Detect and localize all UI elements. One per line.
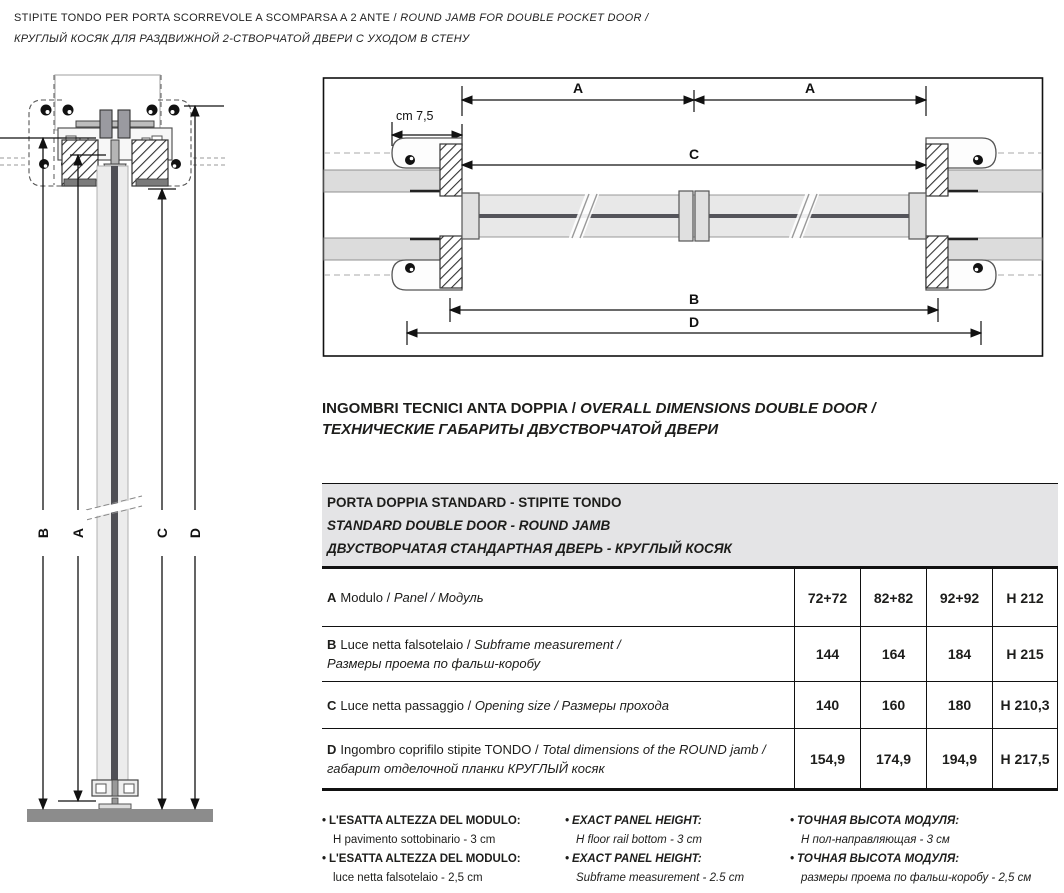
row-b-value-2: 164 <box>860 627 926 681</box>
header-line-1 <box>14 8 1014 29</box>
dim-c <box>462 146 926 165</box>
row-d-value-3: 194,9 <box>926 729 992 788</box>
plan-view-diagram <box>322 60 1044 365</box>
door-panels <box>462 191 926 241</box>
row-a-value-3: 92+92 <box>926 569 992 626</box>
row-d-value-2: 174,9 <box>860 729 926 788</box>
dim-label-a: A <box>70 527 86 539</box>
dimensions-table <box>322 483 1058 791</box>
table-header-en: STANDARD DOUBLE DOOR - ROUND JAMB <box>327 518 611 533</box>
door-panel <box>97 166 128 780</box>
section-title <box>322 398 1042 440</box>
table-row-c <box>322 682 1058 729</box>
footnote-en-text-1: H floor rail bottom - 3 cm <box>576 834 702 846</box>
row-a-key: A <box>327 590 337 605</box>
row-c-value-2: 160 <box>860 682 926 728</box>
row-b-value-4: H 215 <box>992 627 1058 681</box>
bullet-icon: • <box>322 815 327 827</box>
row-b-label-en: Subframe measurement / <box>474 637 621 652</box>
footnote-en-title-1: • EXACT PANEL HEIGHT: <box>565 815 702 827</box>
section-title-it: INGOMBRI TECNICI ANTA DOPPIA / <box>322 400 581 417</box>
vertical-section-svg <box>0 58 240 833</box>
dim-label-a-right: A <box>804 80 816 96</box>
footnotes <box>322 812 1062 888</box>
row-b-value-1: 144 <box>794 627 860 681</box>
row-d-key: D <box>327 741 337 757</box>
row-d-label <box>322 729 794 788</box>
row-a-value-2: 82+82 <box>860 569 926 626</box>
dim-label-a-left: A <box>572 80 584 96</box>
dim-d <box>407 314 981 345</box>
footnote-it-text-1: H pavimento sottobinario - 3 cm <box>333 834 496 846</box>
row-d-label-it: Ingombro coprifilo stipite TONDO / <box>340 741 543 757</box>
floor-band <box>27 809 213 822</box>
row-c-label-en: Opening size / <box>474 697 562 713</box>
footnote-en-text-2: Subframe measurement - 2.5 cm <box>576 872 745 884</box>
row-a-label-en: Panel / <box>393 590 438 605</box>
footnotes-english <box>565 812 790 888</box>
row-c-label-it: Luce netta passaggio / <box>340 697 475 713</box>
header-title-en: ROUND JAMB FOR DOUBLE POCKET DOOR / <box>400 12 649 24</box>
row-a-value-4: H 212 <box>992 569 1058 626</box>
section-title-line-1 <box>322 398 1042 419</box>
row-c-value-1: 140 <box>794 682 860 728</box>
footnote-it-title-2: • L'ESATTA ALTEZZA DEL MODULO: <box>322 853 521 865</box>
row-d-label-ru: габарит отделочной планки КРУГЛЫЙ косяк <box>327 760 605 776</box>
row-c-label-ru: Размеры прохода <box>561 697 669 713</box>
table-header-it: PORTA DOPPIA STANDARD - STIPITE TONDO <box>327 495 622 510</box>
row-b-label-ru: Размеры проема по фальш-коробу <box>327 656 541 671</box>
row-a-label-it: Modulo / <box>340 590 394 605</box>
row-b-label <box>322 627 794 681</box>
dim-label-c: C <box>154 527 170 539</box>
table-row-b <box>322 627 1058 682</box>
footnote-en-title-2: • EXACT PANEL HEIGHT: <box>565 853 702 865</box>
vertical-section-diagram <box>0 58 240 838</box>
row-c-value-4: H 210,3 <box>992 682 1058 728</box>
row-a-label-ru: Модуль <box>437 590 484 605</box>
row-c-key: C <box>327 697 337 713</box>
dim-label-d: D <box>688 314 700 330</box>
bottom-rail <box>92 780 138 809</box>
document-header <box>14 8 1014 50</box>
dim-label-b: B <box>688 291 700 307</box>
row-d-value-1: 154,9 <box>794 729 860 788</box>
row-b-value-3: 184 <box>926 627 992 681</box>
row-b-label-it: Luce netta falsotelaio / <box>340 637 475 652</box>
bullet-icon: • <box>322 853 327 865</box>
footnote-it-title-1: • L'ESATTA ALTEZZA DEL MODULO: <box>322 815 521 827</box>
row-d-label-en: Total dimensions of the ROUND jamb / <box>542 741 766 757</box>
row-b-key: B <box>327 637 337 652</box>
row-c-label <box>322 682 794 728</box>
footnote-ru-title-2: • ТОЧНАЯ ВЫСОТА МОДУЛЯ: <box>790 853 960 865</box>
table-header-ru: ДВУСТВОРЧАТАЯ СТАНДАРТНАЯ ДВЕРЬ - КРУГЛЫЙ КОСЯК <box>327 541 732 556</box>
table-row-d <box>322 729 1058 791</box>
section-title-en: OVERALL DIMENSIONS DOUBLE DOOR / <box>580 400 876 417</box>
header-line-2 <box>14 29 1014 50</box>
plan-view-svg <box>322 60 1044 360</box>
dim-label-c: C <box>688 146 700 162</box>
footnote-ru-text-2: размеры проема по фальш-коробу - 2,5 см <box>801 872 1032 884</box>
header-title-it: STIPITE TONDO PER PORTA SCORREVOLE A SCOMPARSA A 2 ANTE / <box>14 12 401 24</box>
footnote-ru-title-1: • ТОЧНАЯ ВЫСОТА МОДУЛЯ: <box>790 815 960 827</box>
dim-label-b: B <box>35 527 51 539</box>
bullet-icon: • <box>790 815 795 827</box>
section-title-ru: ТЕХНИЧЕСКИЕ ГАБАРИТЫ ДВУСТВОРЧАТОЙ ДВЕРИ <box>322 421 719 438</box>
bullet-icon: • <box>565 853 570 865</box>
footnote-ru-text-1: Н пол-направляющая - 3 см <box>801 834 950 846</box>
bullet-icon: • <box>565 815 570 827</box>
footnote-it-text-2: luce netta falsotelaio - 2,5 cm <box>333 872 483 884</box>
bullet-icon: • <box>790 853 795 865</box>
row-a-value-1: 72+72 <box>794 569 860 626</box>
dim-a <box>462 80 926 116</box>
table-row-a <box>322 569 1058 627</box>
dim-label-d: D <box>187 527 203 539</box>
footnotes-russian <box>790 812 1062 888</box>
row-c-value-3: 180 <box>926 682 992 728</box>
dim-label-jamb-depth: cm 7,5 <box>396 109 434 123</box>
row-d-value-4: H 217,5 <box>992 729 1058 788</box>
footnotes-italian <box>322 812 565 888</box>
header-title-ru: КРУГЛЫЙ КОСЯК ДЛЯ РАЗДВИЖНОЙ 2-СТВОРЧАТОЙ ДВЕРИ С УХОДОМ В СТЕНУ <box>14 33 470 45</box>
table-header <box>322 483 1058 569</box>
section-title-line-2 <box>322 419 1042 440</box>
row-a-label <box>322 569 794 626</box>
